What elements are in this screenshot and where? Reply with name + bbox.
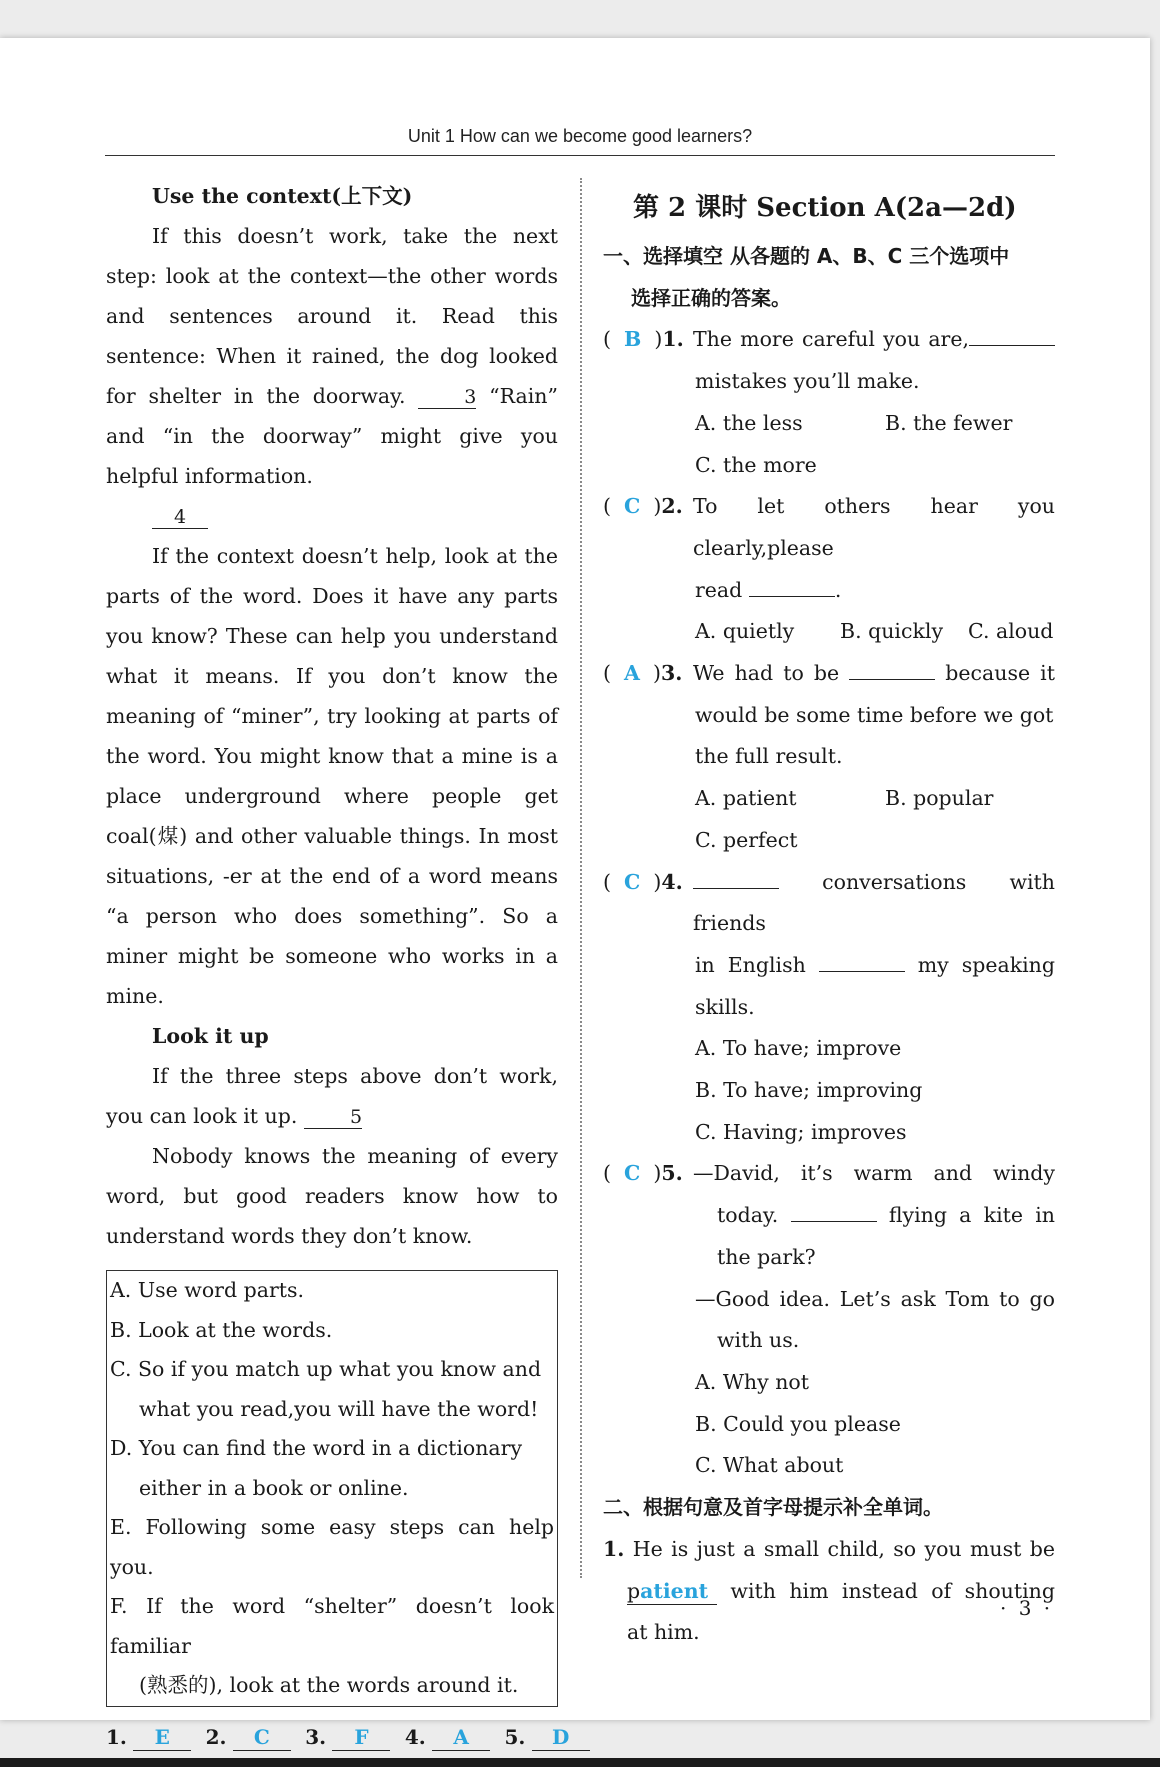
context-paragraph-1 [106, 216, 558, 496]
question-3-answer[interactable]: A [624, 661, 640, 686]
reading-blank-4[interactable]: 4 [152, 506, 208, 529]
fill-question-1-cont [603, 1571, 1055, 1613]
answer-blank-3[interactable]: F [332, 1724, 390, 1751]
option-c[interactable]: C. perfect [695, 827, 798, 852]
option-a[interactable]: A. patient [695, 786, 797, 811]
fill-question-text-2: with him instead of shouting [730, 1578, 1055, 1603]
question-5-text-2: flying a kite in [888, 1203, 1055, 1228]
question-2-blank[interactable] [749, 572, 835, 597]
page-number: · 3 · [1000, 1596, 1054, 1620]
answer-key-row [106, 1717, 570, 1757]
bottom-bar [0, 1758, 1160, 1767]
question-5-text: today. [717, 1203, 779, 1228]
option-e: E. Following some easy steps can help you. [110, 1515, 554, 1579]
question-4-answer[interactable]: C [624, 869, 641, 894]
question-1-text: The more careful you are, [693, 327, 969, 352]
question-number: 4. [661, 869, 683, 894]
option-b[interactable]: B. To have; improving [695, 1078, 923, 1103]
context-text-1a: If this doesn’t work, take the next step: look at the context—the other words and sentences around it. Read this sentence: When it rained, the dog looked for shelter in the doorway. [106, 224, 558, 408]
use-context-heading: Use the context(上下文) [152, 184, 413, 208]
question-number: 5. [661, 1161, 683, 1186]
question-4-text-2: in English [695, 952, 806, 977]
option-a[interactable]: A. To have; improve [695, 1036, 902, 1061]
question-3-text: We had to be [693, 661, 840, 686]
option-f-line-1: F. If the word “shelter” doesn’t look familiar [110, 1594, 554, 1658]
context-text-1b: “Rain” and “in the doorway” might give you helpful information. [106, 384, 558, 488]
question-1-options [603, 403, 1055, 445]
option-b[interactable]: B. Could you please [695, 1411, 901, 1436]
question-3-stem-cont: would be some time before we got [695, 702, 1054, 727]
question-4-text-3: my speaking [917, 952, 1055, 977]
header-rule [105, 155, 1055, 156]
answer-number: 3. [305, 1724, 327, 1749]
question-number: 1. [662, 327, 684, 352]
question-4-stem-cont-2: skills. [695, 994, 755, 1019]
question-3-options [603, 778, 1055, 820]
fill-question-number: 1. [603, 1536, 625, 1561]
reading-blank-line-4 [106, 496, 558, 536]
question-2 [603, 486, 1055, 569]
question-4-blank-2[interactable] [819, 947, 905, 972]
column-divider [580, 178, 582, 1578]
question-3-blank[interactable] [849, 655, 935, 680]
option-c-line-1: C. So if you match up what you know and [110, 1357, 542, 1381]
question-2-text: read [695, 577, 743, 602]
period: . [834, 577, 842, 602]
question-1-stem-cont: mistakes you’ll make. [695, 369, 920, 394]
option-a[interactable]: A. quietly [695, 619, 795, 644]
question-2-options [603, 611, 1055, 653]
closing-paragraph: Nobody knows the meaning of every word, but good readers know how to understand words they don’t know. [106, 1144, 558, 1248]
question-5-stem-cont [603, 1195, 1055, 1237]
fill-answer: atient [640, 1578, 709, 1603]
question-5 [603, 1153, 1055, 1195]
question-4-stem [693, 862, 1055, 945]
option-d-line-2: either in a book or online. [139, 1475, 409, 1500]
fill-question-1-cont-2: at him. [627, 1620, 700, 1645]
question-5-answer[interactable]: C [624, 1161, 641, 1186]
option-a[interactable]: A. Why not [695, 1369, 809, 1394]
question-2-stem: To let others hear you clearly,please [693, 494, 1055, 560]
question-number: 3. [660, 661, 683, 686]
question-number: 2. [661, 494, 683, 519]
question-3-stem-cont-2: the full result. [695, 744, 843, 769]
question-2-stem-cont [603, 570, 1055, 612]
answer-number: 5. [504, 1724, 526, 1749]
question-1-stem [693, 319, 1055, 361]
lookup-text: If the three steps above don’t work, you can look it up. [106, 1064, 558, 1128]
part-1-heading: 一、选择填空 从各题的 A、B、C 三个选项中 [603, 244, 1010, 268]
answer-number: 2. [205, 1724, 227, 1749]
option-f-line-2: (熟悉的), look at the words around it. [139, 1673, 519, 1697]
question-1 [603, 319, 1055, 361]
option-b[interactable]: B. popular [885, 786, 994, 811]
question-2-answer[interactable]: C [624, 494, 641, 519]
question-5-stem-cont-2: the park? [717, 1244, 816, 1269]
section-title: 第 2 课时 Section A(2a—2d) [633, 193, 1017, 223]
question-4-stem-cont [603, 945, 1055, 987]
answer-blank-1[interactable]: E [133, 1724, 191, 1751]
running-header: Unit 1 How can we become good learners? [407, 126, 753, 146]
answer-number: 1. [106, 1724, 127, 1749]
option-a: A. Use word parts. [110, 1278, 305, 1302]
question-1-blank[interactable] [969, 321, 1055, 346]
question-3-stem [693, 653, 1055, 695]
right-column [603, 186, 1055, 1654]
question-3-text-2: because it [945, 661, 1055, 686]
question-bracket: ( A )3. [603, 661, 683, 686]
look-it-up-heading: Look it up [152, 1024, 269, 1048]
answer-blank-5[interactable]: D [532, 1724, 590, 1751]
question-5-blank[interactable] [791, 1197, 877, 1222]
fill-question-text: He is just a small child, so you must be [632, 1536, 1055, 1561]
option-c-line-2: what you read,you will have the word! [139, 1396, 539, 1421]
option-c[interactable]: C. Having; improves [695, 1119, 907, 1144]
answer-number: 4. [404, 1724, 426, 1749]
option-b: B. Look at the words. [110, 1317, 333, 1342]
question-bracket: ( B )1. [603, 327, 684, 352]
options-box [106, 1270, 558, 1707]
question-bracket: ( C )4. [603, 869, 683, 894]
question-4 [603, 862, 1055, 945]
part-1-heading-cont: 选择正确的答案。 [631, 285, 791, 310]
option-a[interactable]: A. the less [695, 410, 803, 435]
part-2-heading: 二、根据句意及首字母提示补全单词。 [603, 1495, 943, 1520]
fill-hint-letter: p [627, 1578, 641, 1603]
question-5-reply-cont: with us. [717, 1328, 800, 1353]
option-d-line-1: D. You can find the word in a dictionary [110, 1436, 523, 1460]
question-4-blank-1[interactable] [693, 864, 779, 889]
reading-blank-5[interactable]: 5 [304, 1106, 362, 1129]
option-b[interactable]: B. quickly [840, 619, 944, 644]
context-paragraph-2: If the context doesn’t help, look at the parts of the word. Does it have any parts you know? These can help you understand what it means. If you don’t know the meaning of “miner”, try looking at parts of the word. You might know that a mine is a place underground where people get coal(煤) and other valuable things. In most situations, -er at the end of a word means “a person who does something”. So a miner might be someone who works in a mine. [106, 544, 558, 1008]
lookup-paragraph [106, 1056, 558, 1136]
option-c[interactable]: C. What about [695, 1453, 844, 1478]
question-5-reply: —Good idea. Let’s ask Tom to go [695, 1286, 1055, 1311]
answer-blank-2[interactable]: C [233, 1724, 291, 1751]
fill-question-1 [603, 1529, 1055, 1571]
option-c[interactable]: C. the more [695, 452, 817, 477]
question-bracket: ( C )2. [603, 494, 683, 519]
question-3 [603, 653, 1055, 695]
option-b[interactable]: B. the fewer [885, 410, 1013, 435]
question-bracket: ( C )5. [603, 1161, 683, 1186]
answer-blank-4[interactable]: A [432, 1724, 490, 1751]
question-1-answer[interactable]: B [624, 327, 642, 352]
question-5-stem: —David, it’s warm and windy [693, 1161, 1055, 1186]
fill-blank[interactable] [627, 1578, 717, 1605]
option-c[interactable]: C. aloud [968, 619, 1054, 644]
question-4-text: conversations with friends [693, 869, 1055, 936]
reading-blank-3[interactable]: 3 [418, 386, 476, 409]
left-column [106, 176, 570, 1757]
